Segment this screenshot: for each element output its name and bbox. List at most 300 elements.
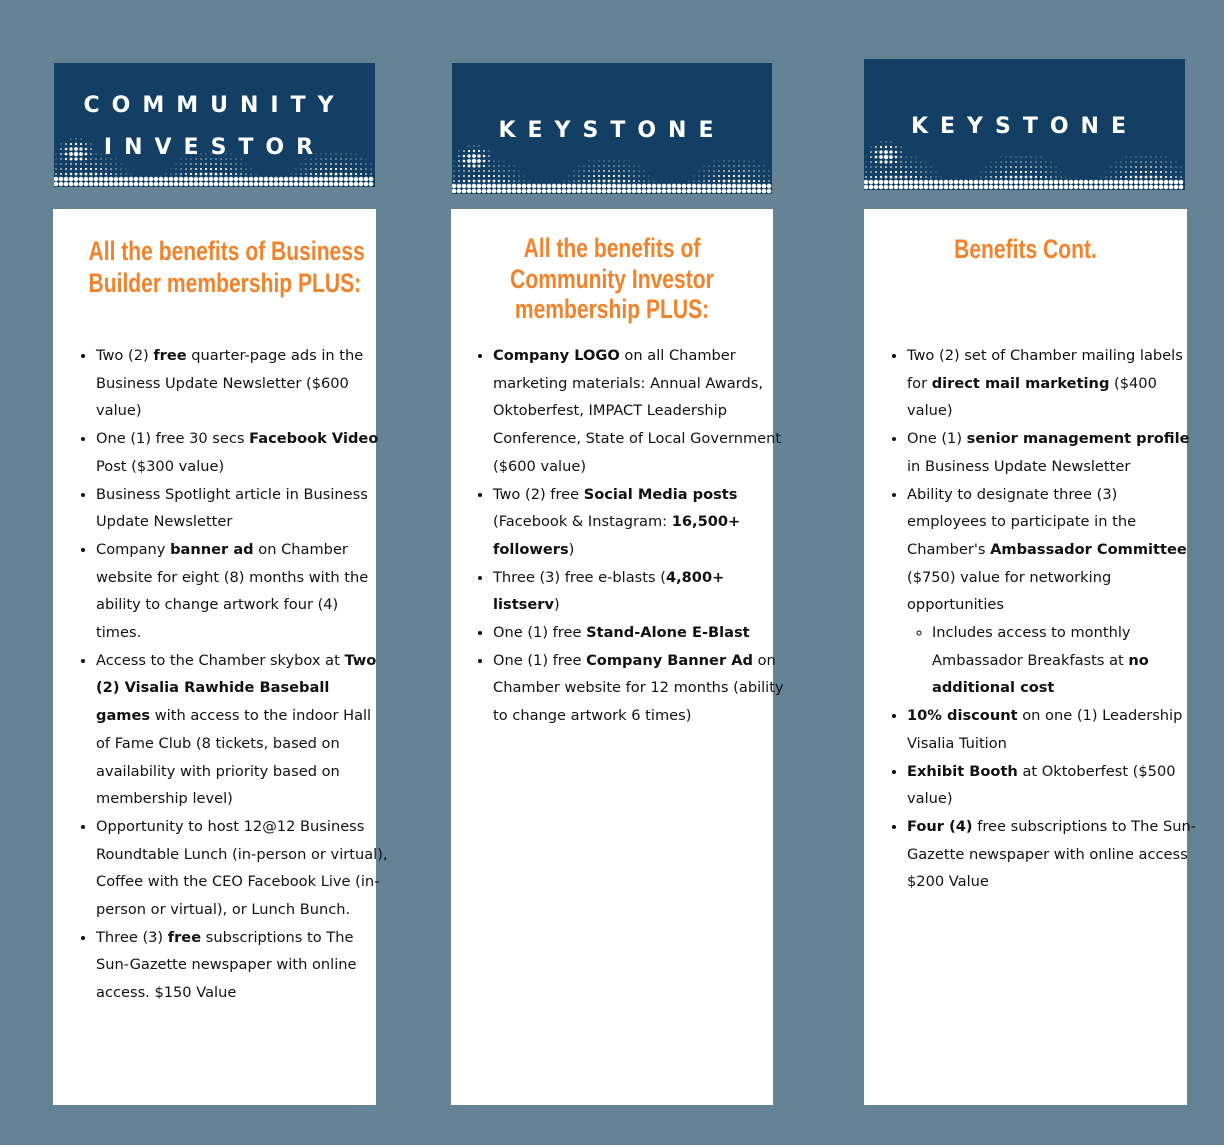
- halftone-dot: [909, 180, 914, 185]
- halftone-dot: [468, 180, 471, 183]
- halftone-dot: [572, 189, 577, 194]
- halftone-dot: [885, 166, 887, 168]
- halftone-dot: [245, 173, 246, 174]
- halftone-dot: [355, 168, 357, 170]
- header-keystone-cont: [864, 59, 1185, 190]
- halftone-dot: [344, 177, 349, 182]
- halftone-dot: [369, 182, 374, 187]
- halftone-dot: [220, 173, 223, 176]
- halftone-dot: [1181, 167, 1182, 168]
- halftone-dot: [874, 180, 879, 185]
- halftone-dot: [205, 163, 207, 165]
- halftone-dot: [345, 173, 348, 176]
- list-item: • One (1) free 30 secs Facebook Video Post ($300 value): [96, 425, 388, 480]
- halftone-dot: [65, 163, 66, 164]
- halftone-dot: [274, 182, 279, 187]
- halftone-dot: [210, 168, 212, 170]
- halftone-dot: [1155, 171, 1157, 173]
- halftone-dot: [1005, 176, 1007, 178]
- halftone-dot: [309, 177, 314, 182]
- halftone-dot: [324, 182, 329, 187]
- halftone-dot: [723, 170, 725, 172]
- halftone-dot: [498, 165, 499, 166]
- halftone-dot: [462, 184, 467, 189]
- halftone-dot: [959, 180, 964, 185]
- halftone-dot: [618, 165, 619, 166]
- halftone-dot: [199, 177, 204, 182]
- halftone-dot: [1059, 180, 1064, 185]
- halftone-dot: [468, 165, 471, 168]
- halftone-dot: [70, 163, 72, 165]
- halftone-dot: [672, 189, 677, 194]
- halftone-dot: [708, 170, 709, 171]
- halftone-dot: [94, 182, 99, 187]
- halftone-dot: [895, 161, 897, 163]
- halftone-dot: [483, 170, 485, 172]
- halftone-dot: [677, 189, 682, 194]
- halftone-dot: [623, 180, 625, 182]
- halftone-dot: [979, 185, 984, 190]
- halftone-dot: [320, 173, 322, 175]
- halftone-dot: [244, 182, 249, 187]
- halftone-dot: [110, 173, 112, 175]
- halftone-dot: [749, 161, 750, 162]
- halftone-dot: [488, 155, 490, 157]
- halftone-dot: [939, 180, 944, 185]
- halftone-dot: [1000, 166, 1001, 167]
- halftone-dot: [90, 173, 93, 176]
- halftone-dot: [604, 161, 605, 162]
- halftone-dot: [890, 146, 892, 148]
- halftone-dot: [200, 173, 203, 176]
- halftone-dot: [597, 189, 602, 194]
- halftone-dot: [1109, 180, 1114, 185]
- halftone-dot: [345, 163, 347, 165]
- halftone-dot: [512, 184, 517, 189]
- halftone-dot: [189, 182, 194, 187]
- halftone-dot: [743, 165, 744, 166]
- halftone-dot: [299, 177, 304, 182]
- halftone-dot: [502, 184, 507, 189]
- halftone-dot: [537, 189, 542, 194]
- halftone-dot: [1025, 171, 1027, 173]
- halftone-dot: [662, 189, 667, 194]
- halftone-dot: [129, 182, 134, 187]
- halftone-dot: [588, 165, 589, 166]
- halftone-dot: [567, 189, 572, 194]
- halftone-dot: [1124, 185, 1129, 190]
- halftone-dot: [723, 180, 726, 183]
- halftone-dot: [926, 167, 927, 168]
- halftone-dot: [65, 173, 67, 175]
- halftone-dot: [469, 146, 470, 147]
- halftone-dot: [748, 180, 751, 183]
- halftone-dot: [215, 173, 218, 176]
- halftone-dot: [1115, 171, 1116, 172]
- halftone-dot: [214, 177, 219, 182]
- halftone-dot: [1146, 157, 1147, 158]
- halftone-dot: [764, 166, 765, 167]
- halftone-dot: [708, 175, 710, 177]
- halftone-dot: [870, 161, 871, 162]
- halftone-dot: [209, 177, 214, 182]
- halftone-dot: [229, 182, 234, 187]
- halftone-dot: [1025, 176, 1028, 179]
- halftone-dot: [1084, 180, 1089, 185]
- halftone-dot: [320, 168, 322, 170]
- halftone-dot: [453, 180, 455, 182]
- halftone-dot: [289, 177, 294, 182]
- list-item: • Two (2) free Social Media posts (Facebook & Instagram: 16,500+ followers): [493, 481, 787, 564]
- halftone-dot: [479, 146, 480, 147]
- halftone-dot: [517, 184, 522, 189]
- halftone-dot: [279, 177, 284, 182]
- halftone-dot: [687, 189, 692, 194]
- halftone-dot: [542, 189, 547, 194]
- halftone-dot: [1074, 180, 1079, 185]
- halftone-dot: [738, 170, 740, 172]
- halftone-dot: [1020, 176, 1023, 179]
- halftone-dot: [305, 173, 307, 175]
- halftone-dot: [1160, 176, 1163, 179]
- halftone-dot: [707, 184, 712, 189]
- halftone-dot: [1119, 180, 1124, 185]
- halftone-dot: [1106, 172, 1107, 173]
- halftone-dot: [1020, 161, 1021, 162]
- halftone-dot: [1126, 157, 1127, 158]
- halftone-dot: [259, 177, 264, 182]
- halftone-dot: [69, 182, 74, 187]
- halftone-dot: [513, 175, 514, 176]
- halftone-dot: [617, 189, 622, 194]
- halftone-dot: [458, 175, 460, 177]
- halftone-dot: [110, 163, 111, 164]
- halftone-dot: [200, 168, 202, 170]
- halftone-dot: [1011, 157, 1012, 158]
- halftone-dot: [890, 166, 892, 168]
- halftone-dot: [488, 165, 489, 166]
- halftone-dot: [758, 180, 760, 182]
- halftone-dot: [154, 177, 159, 182]
- halftone-dot: [452, 189, 456, 194]
- halftone-dot: [926, 162, 927, 163]
- halftone-dot: [330, 168, 332, 170]
- halftone-dot: [901, 147, 902, 148]
- halftone-dot: [557, 184, 562, 189]
- halftone-dot: [239, 177, 244, 182]
- halftone-dot: [1145, 176, 1148, 179]
- halftone-dot: [642, 184, 647, 189]
- halftone-dot: [249, 177, 254, 182]
- halftone-dot: [220, 168, 222, 170]
- halftone-dot: [1114, 185, 1119, 190]
- halftone-dot: [900, 171, 902, 173]
- halftone-dot: [335, 168, 337, 170]
- halftone-dot: [578, 180, 580, 182]
- halftone-dot: [69, 177, 74, 182]
- halftone-dot: [89, 177, 94, 182]
- halftone-dot: [579, 166, 580, 167]
- halftone-dot: [1140, 161, 1141, 162]
- halftone-dot: [116, 164, 117, 165]
- halftone-dot: [190, 168, 192, 170]
- halftone-dot: [1149, 185, 1154, 190]
- halftone-dot: [1130, 176, 1132, 178]
- halftone-dot: [1030, 161, 1031, 162]
- halftone-dot: [723, 175, 725, 177]
- list-item: • Exhibit Booth at Oktoberfest ($500 value): [907, 758, 1201, 813]
- halftone-dot: [692, 184, 697, 189]
- halftone-dot: [1015, 171, 1017, 173]
- halftone-dot: [728, 180, 731, 183]
- halftone-dot: [1110, 176, 1111, 177]
- halftone-dot: [234, 182, 239, 187]
- halftone-dot: [59, 177, 64, 182]
- halftone-dot: [866, 162, 867, 163]
- halftone-dot: [742, 189, 747, 194]
- halftone-dot: [184, 182, 189, 187]
- halftone-dot: [344, 182, 349, 187]
- halftone-dot: [468, 150, 470, 152]
- halftone-dot: [483, 175, 485, 177]
- halftone-dot: [166, 174, 167, 175]
- halftone-dot: [1130, 171, 1132, 173]
- halftone-dot: [1165, 176, 1167, 178]
- halftone-dot: [340, 168, 342, 170]
- halftone-dot: [1040, 166, 1041, 167]
- halftone-dot: [915, 161, 916, 162]
- halftone-dot: [189, 177, 194, 182]
- halftone-dot: [592, 184, 597, 189]
- halftone-dot: [1000, 161, 1001, 162]
- halftone-dot: [949, 185, 954, 190]
- halftone-dot: [969, 185, 974, 190]
- halftone-dot: [593, 170, 595, 172]
- halftone-dot: [1025, 161, 1026, 162]
- halftone-dot: [875, 161, 877, 163]
- header-title: KEYSTONE: [910, 114, 1138, 139]
- halftone-dot: [300, 168, 301, 169]
- halftone-dot: [204, 177, 209, 182]
- halftone-dot: [473, 170, 475, 172]
- halftone-dot: [980, 176, 981, 177]
- halftone-dot: [632, 184, 637, 189]
- halftone-dot: [714, 161, 715, 162]
- halftone-dot: [104, 177, 109, 182]
- halftone-dot: [134, 182, 139, 187]
- halftone-dot: [1024, 180, 1029, 185]
- halftone-dot: [251, 169, 252, 170]
- halftone-dot: [767, 184, 772, 189]
- halftone-dot: [667, 184, 672, 189]
- halftone-dot: [1160, 161, 1161, 162]
- halftone-dot: [205, 173, 208, 176]
- halftone-dot: [1036, 157, 1037, 158]
- halftone-dot: [729, 161, 730, 162]
- halftone-dot: [1135, 176, 1138, 179]
- halftone-dot: [608, 165, 609, 166]
- halftone-dot: [1019, 185, 1024, 190]
- halftone-dot: [657, 184, 662, 189]
- halftone-dot: [159, 182, 164, 187]
- halftone-dot: [493, 165, 494, 166]
- halftone-dot: [633, 175, 635, 177]
- halftone-dot: [870, 151, 872, 153]
- halftone-dot: [114, 182, 119, 187]
- halftone-dot: [718, 165, 719, 166]
- halftone-dot: [497, 184, 502, 189]
- halftone-dot: [1164, 185, 1169, 190]
- halftone-dot: [325, 168, 327, 170]
- halftone-dot: [1130, 166, 1132, 168]
- halftone-dot: [473, 145, 474, 146]
- halftone-dot: [900, 161, 901, 162]
- halftone-dot: [1120, 166, 1121, 167]
- halftone-dot: [119, 182, 124, 187]
- halftone-dot: [915, 171, 917, 173]
- halftone-dot: [472, 159, 477, 164]
- halftone-dot: [910, 176, 912, 178]
- halftone-dot: [120, 168, 121, 169]
- halftone-dot: [1010, 171, 1012, 173]
- halftone-dot: [463, 165, 465, 167]
- halftone-dot: [330, 173, 333, 176]
- halftone-dot: [905, 171, 907, 173]
- halftone-dot: [1014, 180, 1019, 185]
- halftone-dot: [910, 166, 912, 168]
- halftone-dot: [180, 163, 181, 164]
- halftone-dot: [457, 189, 462, 194]
- halftone-dot: [99, 182, 104, 187]
- halftone-dot: [215, 163, 217, 165]
- halftone-dot: [514, 171, 515, 172]
- halftone-dot: [623, 175, 625, 177]
- halftone-dot: [477, 159, 481, 163]
- halftone-dot: [1150, 161, 1151, 162]
- halftone-dot: [583, 170, 584, 171]
- halftone-dot: [314, 177, 319, 182]
- halftone-dot: [350, 163, 352, 165]
- halftone-dot: [359, 177, 364, 182]
- halftone-dot: [697, 189, 702, 194]
- halftone-dot: [618, 170, 620, 172]
- halftone-dot: [718, 180, 720, 182]
- halftone-dot: [547, 184, 552, 189]
- halftone-dot: [909, 185, 914, 190]
- halftone-dot: [899, 185, 904, 190]
- halftone-dot: [179, 182, 184, 187]
- halftone-dot: [1134, 185, 1139, 190]
- halftone-dot: [1006, 157, 1007, 158]
- halftone-dot: [120, 173, 121, 174]
- halftone-dot: [657, 189, 662, 194]
- halftone-dot: [613, 170, 615, 172]
- halftone-dot: [991, 162, 992, 163]
- halftone-dot: [126, 169, 127, 170]
- halftone-dot: [879, 155, 883, 159]
- halftone-dot: [171, 169, 172, 170]
- halftone-dot: [478, 165, 481, 168]
- halftone-dot: [1040, 176, 1042, 178]
- halftone-dot: [875, 156, 878, 159]
- halftone-dot: [603, 170, 605, 172]
- halftone-dot: [296, 174, 297, 175]
- halftone-dot: [230, 163, 231, 164]
- halftone-dot: [1141, 157, 1142, 158]
- halftone-dot: [875, 146, 877, 148]
- halftone-dot: [299, 182, 304, 187]
- header-title-line1: COMMUNITY: [83, 93, 346, 118]
- halftone-dot: [759, 166, 760, 167]
- halftone-dot: [239, 182, 244, 187]
- halftone-dot: [458, 165, 459, 166]
- halftone-dot: [744, 161, 745, 162]
- halftone-dot: [593, 175, 595, 177]
- halftone-dot: [84, 177, 89, 182]
- halftone-dot: [454, 161, 455, 162]
- halftone-dot: [85, 173, 88, 176]
- halftone-dot: [920, 171, 922, 173]
- halftone-dot: [1055, 176, 1056, 177]
- halftone-dot: [875, 166, 876, 167]
- halftone-dot: [245, 168, 246, 169]
- halftone-dot: [1165, 166, 1166, 167]
- halftone-dot: [468, 170, 470, 172]
- halftone-dot: [1140, 166, 1142, 168]
- halftone-dot: [613, 180, 616, 183]
- halftone-dot: [881, 142, 882, 143]
- halftone-dot: [1004, 180, 1009, 185]
- halftone-dot: [986, 167, 987, 168]
- halftone-dot: [622, 189, 627, 194]
- halftone-dot: [1139, 185, 1144, 190]
- halftone-dot: [889, 185, 894, 190]
- halftone-dot: [921, 162, 922, 163]
- halftone-dot: [1150, 176, 1153, 179]
- halftone-dot: [512, 189, 517, 194]
- halftone-dot: [974, 180, 979, 185]
- halftone-dot: [463, 150, 465, 152]
- halftone-dot: [314, 182, 319, 187]
- halftone-dot: [890, 161, 893, 164]
- halftone-dot: [930, 171, 931, 172]
- header-title: KEYSTONE: [498, 118, 726, 143]
- halftone-dot: [895, 151, 898, 154]
- halftone-dot: [891, 142, 892, 143]
- halftone-dot: [689, 181, 690, 182]
- halftone-dot: [210, 163, 212, 165]
- halftone-dot: [752, 184, 757, 189]
- halftone-dot: [205, 168, 207, 170]
- halftone-dot: [758, 170, 759, 171]
- halftone-dot: [519, 171, 520, 172]
- halftone-dot: [468, 175, 470, 177]
- halftone-dot: [488, 160, 490, 162]
- halftone-dot: [703, 175, 704, 176]
- halftone-dot: [284, 182, 289, 187]
- halftone-dot: [747, 189, 752, 194]
- halftone-dot: [594, 161, 595, 162]
- halftone-dot: [996, 162, 997, 163]
- halftone-dot: [1056, 167, 1057, 168]
- halftone-dot: [1004, 185, 1009, 190]
- halftone-dot: [55, 163, 56, 164]
- halftone-dot: [920, 176, 922, 178]
- halftone-dot: [607, 184, 612, 189]
- halftone-dot: [1176, 162, 1177, 163]
- halftone-dot: [722, 189, 727, 194]
- halftone-dot: [1064, 180, 1069, 185]
